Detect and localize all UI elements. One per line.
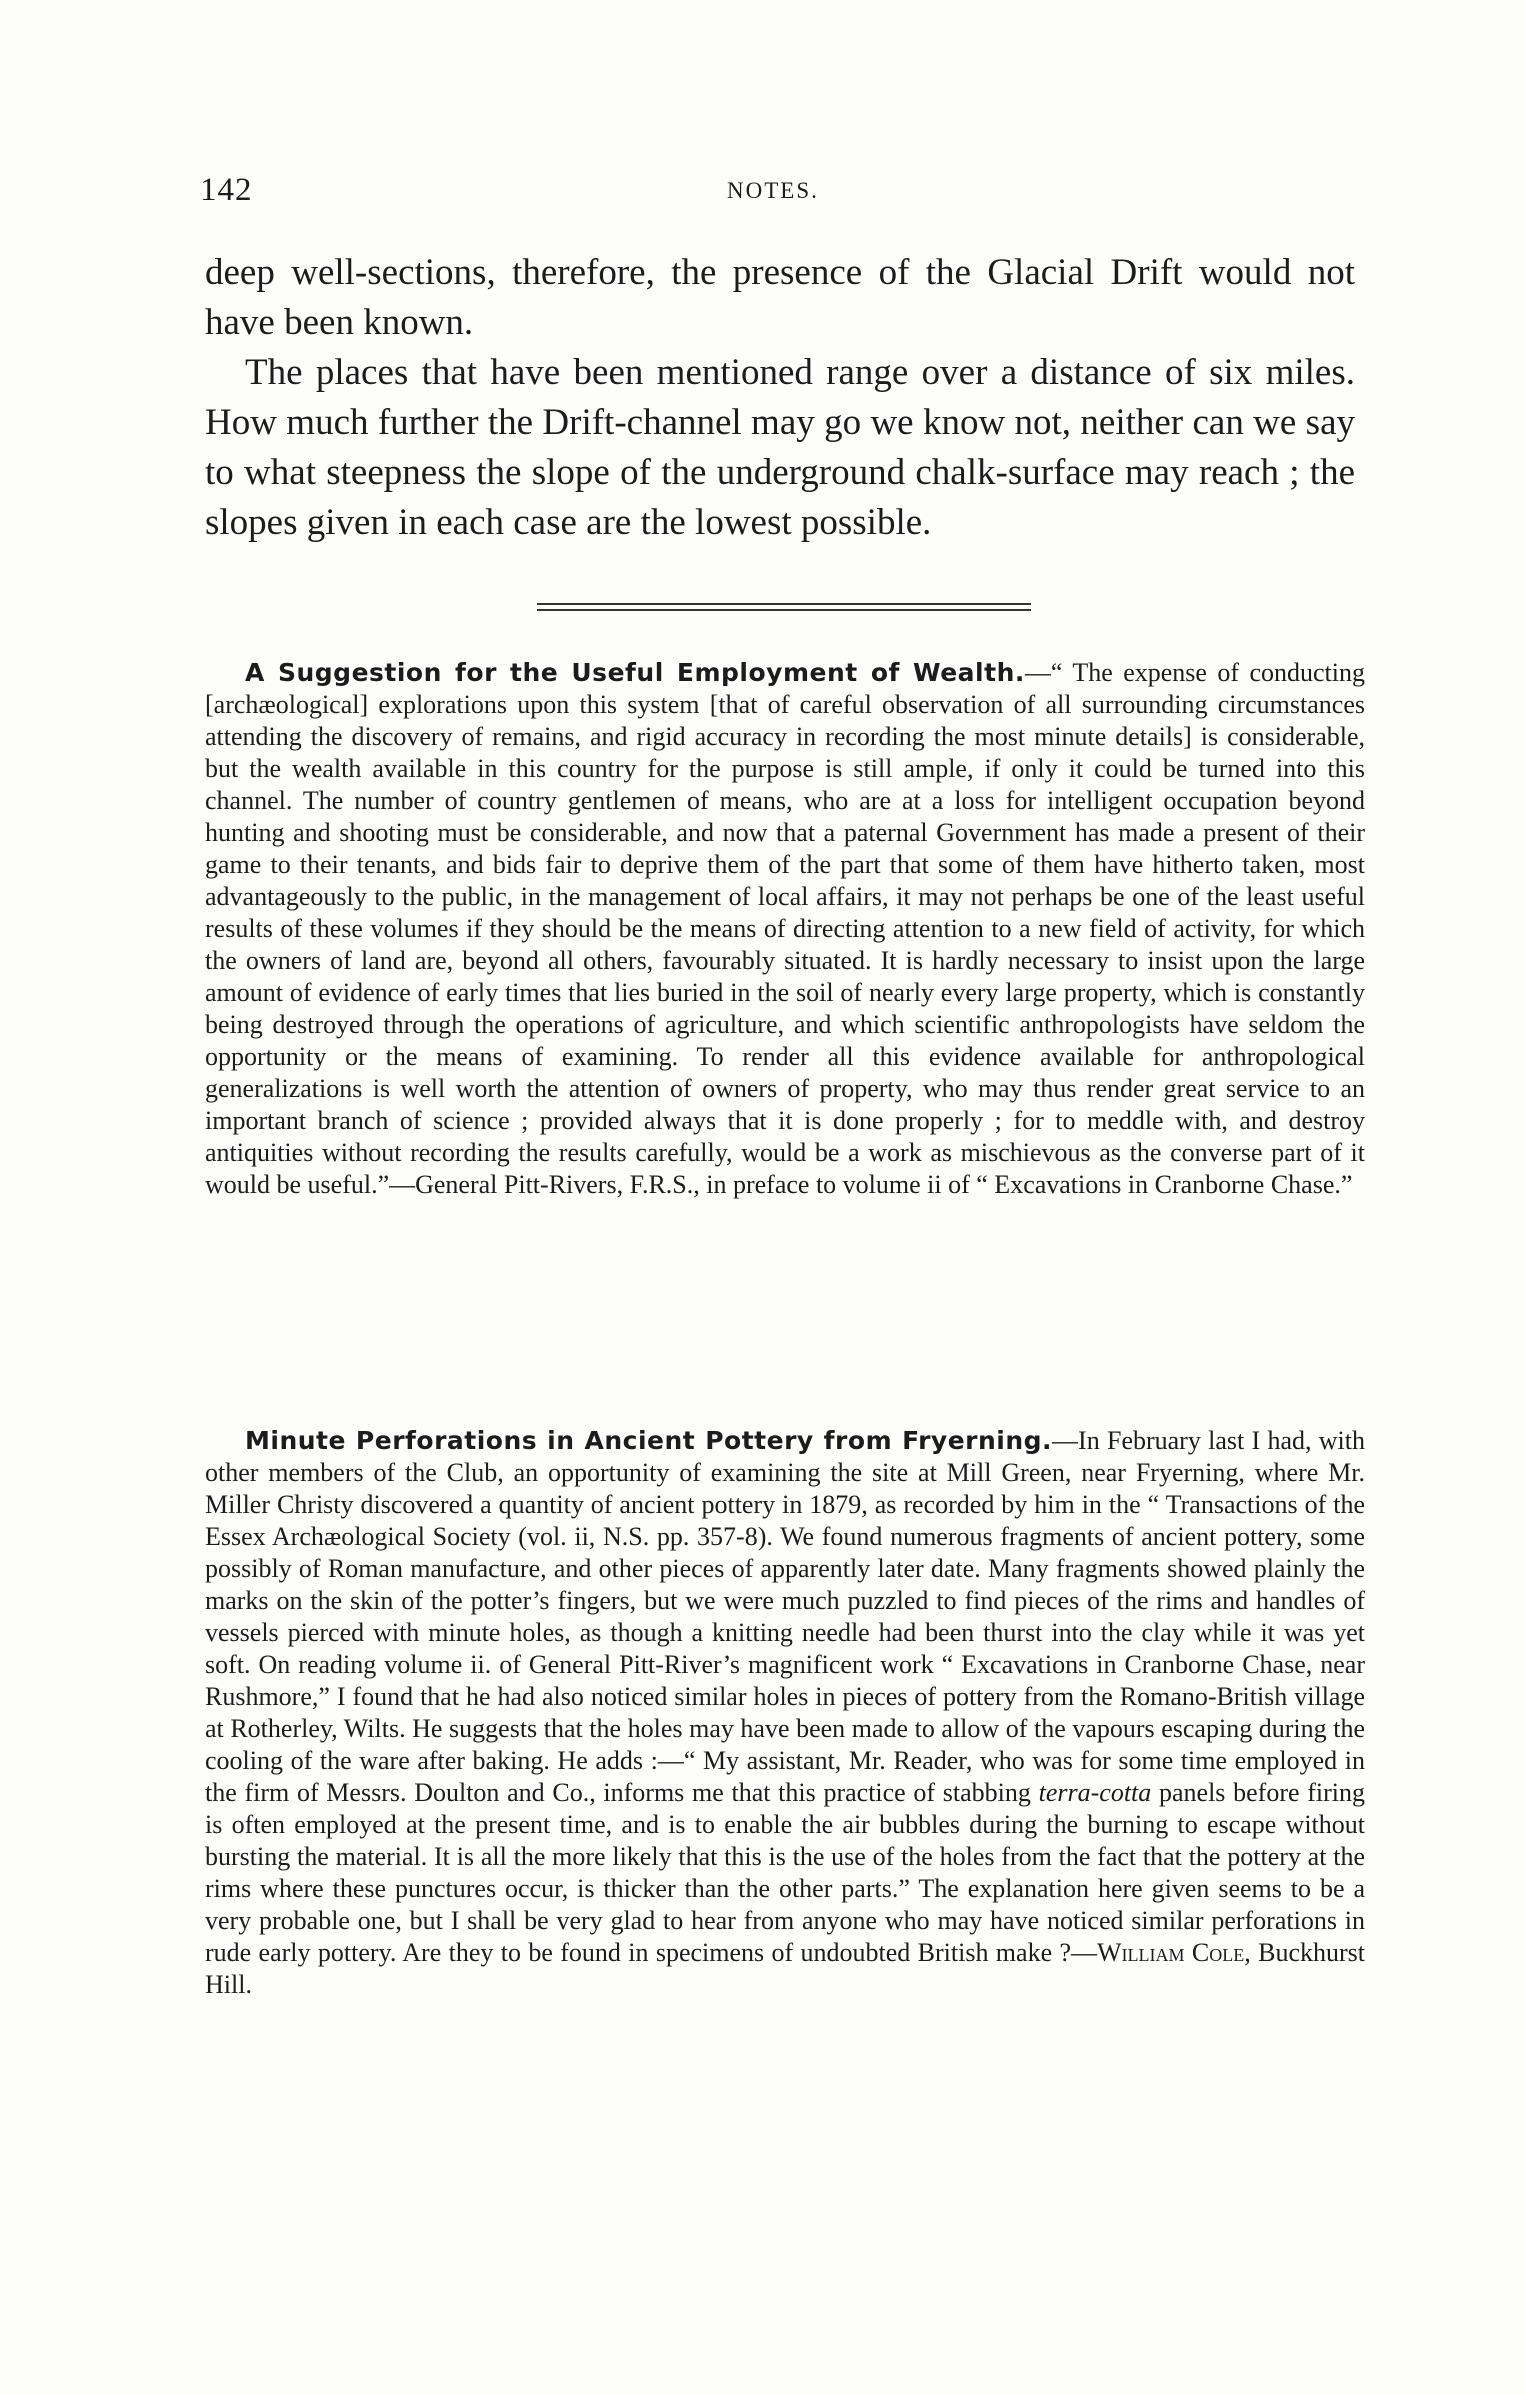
note-text: —In February last I had, with other members of the Club, an opportunity of examining the site at Mill Green, near Fryerning, where Mr. Miller Christy discovered a quantity of ancient pottery in 1879, as recorded by him in the “ Transactions of the Essex Archæological Society (vol. ii, N.S. pp. 357-8). We found numerous fragments of ancient pottery, some possibly of Roman manufacture, and other pieces of apparently later date. Many fragments showed plainly the marks on the skin of the potter’s fingers, but we were much puzzled to find pieces of the rims and handles of vessels pierced with minute holes, as though a knitting needle had been thurst into the clay while it was yet soft. On reading volume ii. of General Pitt-River’s magnificent work “ Excavations in Cranborne Chase, near Rushmore,” I found that he had also noticed similar holes in pieces of pottery from the Romano-British village at Rotherley, Wilts. He suggests that the holes may have been made to allow of the vapours escaping during the cooling of the ware after baking. He adds :—“ My assistant, Mr. Reader, who was for some time employed in the firm of Messrs. Doulton and Co., informs me that this practice of stabbing	[205, 1426, 1365, 1807]
body-text	[205, 248, 1355, 548]
italic-term: terra-cotta	[1038, 1778, 1152, 1807]
running-head	[200, 172, 1360, 212]
note-perforations	[205, 1425, 1365, 2001]
note-text: panels before firing is often employed at the present time, and is to enable the air bubbles during the burning to escape without bursting the material. It is all the more likely that this is the use of the holes from the fact that the pottery at the rims where these punctures occur, is thicker than the other parts.” The explanation here given seems to be a very probable one, but I shall be very glad to hear from anyone who may have noticed similar perforations in rude early pottery. Are they to be found in specimens of undoubted British make ?—	[205, 1778, 1365, 1967]
note-title: Minute Perforations in Ancient Pottery from Fryerning.	[245, 1426, 1053, 1455]
note-title: A Suggestion for the Useful Employment of Wealth.	[245, 658, 1025, 687]
body-paragraph: deep well-sections, therefore, the presence of the Glacial Drift would not have been known.	[205, 252, 1355, 343]
signature-name: William Cole	[1097, 1938, 1245, 1967]
note-text: —“ The expense of conducting [archæological] explorations upon this system [that of careful observation of all surrounding circumstances attending the discovery of remains, and rigid accuracy in recording the most minute details] is considerable, but the wealth available in this country for the purpose is still ample, if only it could be turned into this channel. The number of country gentlemen of means, who are at a loss for intelligent occupation beyond hunting and shooting must be considerable, and now that a paternal Government has made a present of their game to their tenants, and bids fair to deprive them of the part that some of them have hitherto taken, most advantageously to the public, in the management of local affairs, it may not perhaps be one of the least useful results of these volumes if they should be the means of directing attention to a new field of activity, for which the owners of land are, beyond all others, favourably situated. It is hardly necessary to insist upon the large amount of evidence of early times that lies buried in the soil of nearly every large property, which is constantly being destroyed through the operations of agriculture, and which scientific anthropologists have seldom the opportunity or the means of examining. To render all this evidence available for anthropological generalizations is well worth the attention of owners of property, who may thus render great service to an important branch of science ; provided always that it is done properly ; for to meddle with, and destroy antiquities without recording the results carefully, would be a work as mischievous as the converse part of it would be useful.”—General Pitt-Rivers, F.R.S., in preface to volume ii of “ Excavations in Cranborne Chase.”	[205, 658, 1365, 1199]
section-divider	[537, 603, 1031, 611]
note-wealth	[205, 657, 1365, 1201]
body-paragraph: The places that have been mentioned range over a distance of six miles. How much further the Drift-channel may go we know not, neither can we say to what steepness the slope of the underground chalk-surface may reach ; the slopes given in each case are the lowest possible.	[205, 352, 1355, 543]
signature-place: , Buckhurst Hill.	[205, 1938, 1365, 1999]
note-paragraph	[205, 657, 1365, 1201]
running-title: NOTES.	[727, 178, 819, 203]
page-number: 142	[200, 172, 253, 208]
note-paragraph	[205, 1425, 1365, 2001]
